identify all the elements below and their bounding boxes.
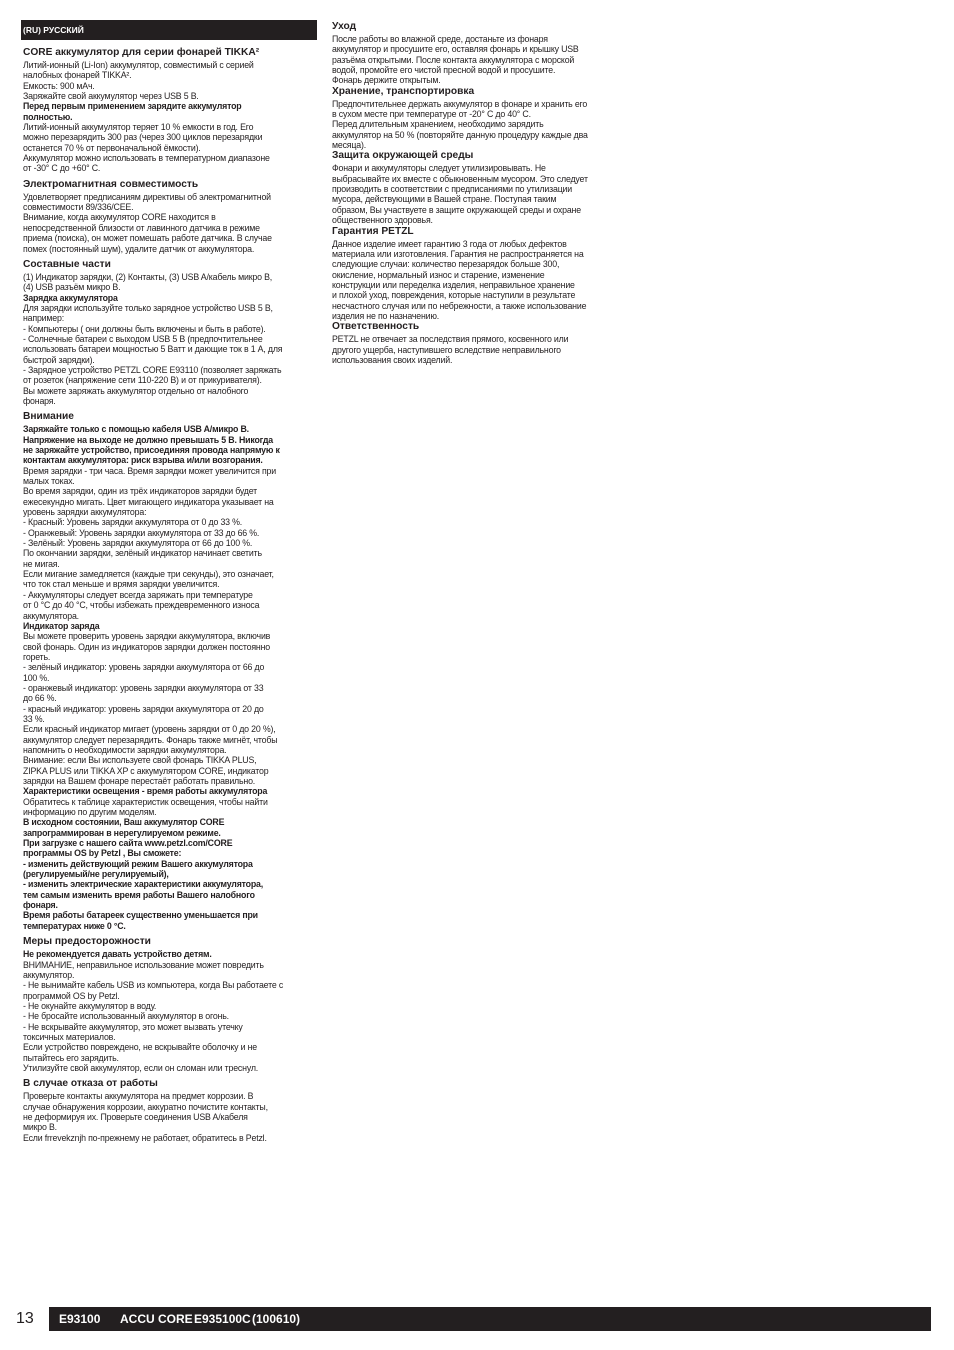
bold-text-line: Перед первым применением зарядите аккумулятор — [23, 101, 242, 112]
text-line: фонаря. — [23, 395, 56, 406]
text-line: не деформируя их. Проверьте соединения USB A/кабеля — [23, 1111, 248, 1122]
bold-text-line: - изменить действующий режим Вашего аккумулятора — [23, 858, 253, 869]
language-header: (RU) РУССКИЙ — [21, 20, 317, 40]
text-line: Заряжайте свой аккумулятор через USB 5 В. — [23, 91, 199, 102]
text-line: - Не окунайте аккумулятор в воду. — [23, 1000, 157, 1011]
text-line: ВНИМАНИЕ, неправильное использование может повредить — [23, 959, 264, 970]
text-line: - Солнечные батареи с выходом USB 5 В (предпочтительнее — [23, 333, 263, 344]
section — [23, 411, 315, 931]
section — [332, 150, 622, 225]
text-line: разъёма открытыми. После контакта аккумулятора с морской — [332, 54, 575, 65]
text-line: - Оранжевый: Уровень зарядки аккумулятора от 33 до 66 %. — [23, 527, 260, 538]
bold-text-line: запрограммирован в нерегулируемом режиме. — [23, 827, 221, 838]
text-line: - Зарядное устройство PETZL CORE E93110 (позволяет заряжать — [23, 364, 282, 375]
text-line: Фонарь держите открытым. — [332, 75, 441, 86]
text-line: Для зарядки используйте только зарядное устройство USB 5 В, — [23, 302, 273, 313]
text-line: - Не вынимайте кабель USB из компьютера, когда Вы работаете с — [23, 980, 284, 991]
footer-ref1: E93100 — [59, 1312, 101, 1326]
bold-text-line: тем самым изменить время работы Вашего налобного — [23, 889, 255, 900]
text-line: следующие случаи: количество перезарядок больше 300, — [332, 259, 560, 270]
text-line: - Зелёный: Уровень зарядки аккумулятора от 66 до 100 %. — [23, 538, 253, 549]
page-number: 13 — [16, 1310, 34, 1327]
text-line: другого ущерба, наступившего вследствие неправильного — [332, 344, 561, 355]
text-line: программой OS by Petzl. — [23, 990, 120, 1001]
text-line: Время зарядки - три часа. Время зарядки может увеличится при — [23, 465, 276, 476]
bold-text-line: Напряжение на выходе не должно превышать 5 В. Никогда — [23, 434, 273, 445]
text-line: от розеток (напряжение сети 110-220 В) и от прикуривателя). — [23, 375, 262, 386]
text-line: Вы можете заряжать аккумулятор отдельно от налобного — [23, 385, 249, 396]
text-line: материала или изготовления. Гарантия не распространяется на — [332, 248, 584, 259]
text-line: Удовлетворяет предписаниям директивы об электромагнитной — [23, 191, 271, 202]
page-footer — [16, 1307, 931, 1331]
text-line: ежесекундно мигать. Цвет мигающего индикатора указывает на — [23, 496, 274, 507]
text-line: Перед длительным хранением, необходимо зарядить — [332, 119, 544, 130]
text-line: пытайтесь его зарядить. — [23, 1052, 119, 1063]
text-line: несчастного случая или по небрежности, а также использование — [332, 300, 587, 311]
text-line: аккумулятор на 50 % (повторяйте данную процедуру каждые два — [332, 129, 588, 140]
bold-text-line: (регулируемый/не регулируемый), — [23, 869, 169, 880]
bold-text-line: программы OS by Petzl , Вы сможете: — [23, 848, 182, 859]
section-title: Внимание — [23, 411, 74, 423]
bold-text-line: полностью. — [23, 111, 73, 122]
text-line: останется 70 % от первоначальной ёмкости). — [23, 142, 201, 153]
text-line: малых токах. — [23, 476, 75, 487]
text-line: - Красный: Уровень зарядки аккумулятора от 0 до 33 %. — [23, 517, 243, 528]
text-line: - Не вскрывайте аккумулятор, это может вызвать утечку — [23, 1021, 243, 1032]
bold-text-line: Зарядка аккумулятора — [23, 292, 118, 303]
bold-text-line: Время работы батареек существенно уменьшается при — [23, 910, 258, 921]
text-line: Утилизуйте свой аккумулятор, если он сломан или треснул. — [23, 1062, 259, 1073]
text-line: в сухом месте при температуре от -20° C до 40° C. — [332, 109, 531, 120]
text-line: свой фонарь. Один из индикаторов зарядки должен постоянно — [23, 641, 270, 652]
text-line: токсичных материалов. — [23, 1031, 116, 1042]
section-title: Уход — [332, 21, 357, 32]
text-line: - зелёный индикатор: уровень зарядки аккумулятора от 66 до — [23, 662, 265, 673]
text-line: производить в соответствии с предписаниями по утилизации — [332, 184, 573, 195]
text-line: Данное изделие имеет гарантию 3 года от любых дефектов — [332, 238, 567, 249]
text-line: - Аккумуляторы следует всегда заряжать при температуре — [23, 589, 253, 600]
text-line: аккумулятор. — [23, 969, 75, 980]
text-line: аккумулятора. — [23, 610, 79, 621]
bold-text-line: Заряжайте только с помощью кабеля USB A/микро B. — [23, 424, 249, 435]
text-line: аккумулятор следует перезарядить. Фонарь также мигнёт, чтобы — [23, 734, 278, 745]
text-line: от -30° C до +60° C. — [23, 163, 101, 174]
text-line: использовать батареи мощностью 5 Ватт и дающие ток в 1 А, для — [23, 344, 283, 355]
footer-date-code: (100610) — [252, 1312, 301, 1326]
text-line: быстрой зарядки). — [23, 354, 95, 365]
bold-text-line: Не рекомендуется давать устройство детям. — [23, 949, 212, 960]
text-line: образом, Вы участвуете в защите окружающей среды и охране — [332, 204, 581, 215]
text-line: непосредственной близости от лавинного датчика в режиме — [23, 222, 260, 233]
section — [23, 47, 315, 174]
text-line: 33 %. — [23, 713, 45, 724]
text-line: не мигая. — [23, 558, 60, 569]
section-title: Меры предосторожности — [23, 936, 151, 948]
text-line: совместимости 89/336/CEE. — [23, 202, 134, 213]
text-line: Проверьте контакты аккумулятора на предмет коррозии. В — [23, 1091, 254, 1102]
text-line: конструкции или переделка изделия, неправильное хранение — [332, 279, 575, 290]
text-line: что ток стал меньше и врямя зарядки увеличится. — [23, 579, 220, 590]
right-column — [332, 21, 622, 365]
text-line: месяца). — [332, 140, 366, 151]
bold-text-line: не заряжайте устройство, присоединяя провода напрямую к — [23, 445, 280, 455]
section — [332, 226, 622, 322]
section-title: Гарантия PETZL — [332, 225, 414, 237]
text-line: Фонари и аккумуляторы следует утилизировывать. Не — [332, 163, 546, 174]
left-sections — [23, 47, 315, 1143]
text-line: По окончании зарядки, зелёный индикатор начинает светить — [23, 548, 262, 559]
footer-bar — [49, 1307, 931, 1331]
text-line: информацию по другим моделям. — [23, 807, 157, 818]
section — [332, 21, 622, 86]
text-line: - красный индикатор: уровень зарядки аккумулятора от 20 до — [23, 703, 264, 714]
text-line: - Не бросайте использованный аккумулятор в огонь. — [23, 1011, 229, 1022]
text-line: ZIPKA PLUS или TIKKA XP с аккумулятором CORE, индикатор — [23, 765, 269, 776]
text-line: - оранжевый индикатор: уровень зарядки аккумулятора от 33 — [23, 682, 264, 693]
bold-text-line: В исходном состоянии, Ваш аккумулятор CORE — [23, 817, 225, 828]
section-title: Электромагнитная совместимость — [23, 178, 199, 190]
section — [332, 86, 622, 151]
text-line: После работы во влажной среде, достаньте из фонаря — [332, 34, 548, 44]
text-line: Предпочтительнее держать аккумулятор в фонаре и хранить его — [332, 98, 588, 109]
section-title: Хранение, транспортировка — [332, 85, 475, 97]
text-line: - Компьютеры ( они должны быть включены и быть в работе). — [23, 323, 266, 334]
text-line: мусора, действующими в Вашей стране. Поступая таким — [332, 194, 557, 205]
right-sections — [332, 21, 622, 365]
text-line: Литий-ионный аккумулятор теряет 10 % емкости в год. Его — [23, 122, 254, 133]
section — [332, 321, 622, 365]
text-line: Вы можете проверить уровень зарядки аккумулятора, включив — [23, 631, 271, 642]
section — [23, 936, 315, 1073]
text-line: зарядки на Вашем фонаре перестаёт работать правильно. — [23, 776, 256, 786]
section — [23, 1078, 315, 1143]
section-title: Ответственность — [332, 321, 420, 333]
text-line: и плохой уход, повреждения, которые наступили в результате — [332, 290, 576, 301]
text-line: Если мигание замедляется (каждые три секунды), это означает, — [23, 569, 274, 580]
text-line: использования своих изделий. — [332, 354, 453, 365]
text-line: общественного здоровья. — [332, 215, 433, 226]
text-line: случае обнаружения коррозии, аккуратно почистите контакты, — [23, 1101, 268, 1112]
text-line: налобных фонарей TIKKA². — [23, 70, 132, 81]
text-line: PETZL не отвечает за последствия прямого, косвенного или — [332, 334, 569, 345]
footer-product: ACCU CORE — [120, 1312, 193, 1326]
text-line: микро B. — [23, 1122, 57, 1133]
section-title: Защита окружающей среды — [332, 150, 474, 162]
text-line: Внимание, когда аккумулятор CORE находится в — [23, 212, 216, 223]
text-line: выбрасывайте их вместе с обыкновенным мусором. Это следует — [332, 173, 588, 184]
text-line: (1) Индикатор зарядки, (2) Контакты, (3) USB A/кабель микро B, — [23, 271, 273, 282]
text-line: например: — [23, 313, 64, 324]
text-line: окисление, нормальный износ и старение, изменение — [332, 269, 545, 280]
text-line: гореть. — [23, 651, 51, 662]
bold-text-line: фонаря. — [23, 900, 58, 911]
section-title: CORE аккумулятор для серии фонарей TIKKA² — [23, 47, 260, 58]
text-line: Обратитесь к таблице характеристик освещения, чтобы найти — [23, 796, 268, 807]
text-line: Внимание: если Вы используете свой фонарь TIKKA PLUS, — [23, 755, 257, 766]
text-line: Во время зарядки, один из трёх индикаторов зарядки будет — [23, 486, 258, 497]
text-line: до 66 %. — [23, 693, 57, 704]
bold-text-line: - изменить электрические характеристики аккумулятора, — [23, 879, 264, 890]
bold-text-line: При загрузке с нашего сайта www.petzl.com/CORE — [23, 838, 233, 849]
text-line: напомнить о необходимости зарядки аккумулятора. — [23, 744, 227, 755]
text-line: приема (поиска), он может помешать работе датчика. В случае — [23, 233, 272, 244]
bold-text-line: Индикатор заряда — [23, 620, 100, 631]
section-title: В случае отказа от работы — [23, 1078, 158, 1090]
text-line: помех (постоянный шум), удалите датчик от аккумулятора. — [23, 243, 255, 254]
text-line: Емкость: 900 мАч. — [23, 80, 95, 91]
text-line: изделия не по назначению. — [332, 310, 440, 321]
text-line: уровень зарядки аккумулятора: — [23, 507, 147, 518]
text-line: аккумулятор и просушите его, оставляя фонарь и крышку USB — [332, 44, 579, 55]
text-line: можно перезарядить 300 раз (через 300 циклов перезарядки — [23, 132, 263, 143]
text-line: водой, промойте его чистой пресной водой и просушите. — [332, 65, 556, 76]
bold-text-line: Характеристики освещения - время работы аккумулятора — [23, 786, 268, 797]
bold-text-line: контактам аккумулятора: риск взрыва и/или возгорания. — [23, 455, 263, 466]
footer-ref2: E935100C — [194, 1312, 251, 1326]
text-line: Аккумулятор можно использовать в температурном диапазоне — [23, 153, 270, 164]
text-line: (4) USB разъём микро B. — [23, 282, 121, 293]
text-line: от 0 °С до 40 °С, чтобы избежать преждевременного износа — [23, 600, 260, 611]
section-title: Составные части — [23, 258, 111, 270]
section — [23, 259, 315, 406]
left-column — [23, 20, 315, 1143]
text-line: Если устройство повреждено, не вскрывайте оболочку и не — [23, 1042, 258, 1053]
section — [23, 179, 315, 254]
text-line: Литий-ионный (Li-Ion) аккумулятор, совместимый с серией — [23, 60, 254, 70]
text-line: Если красный индикатор мигает (уровень зарядки от 0 до 20 %), — [23, 724, 276, 735]
bold-text-line: температурах ниже 0 °C. — [23, 920, 126, 931]
text-line: 100 %. — [23, 672, 50, 683]
text-line: Если frrevekznjh по-прежнему не работает, обратитесь в Petzl. — [23, 1132, 267, 1143]
